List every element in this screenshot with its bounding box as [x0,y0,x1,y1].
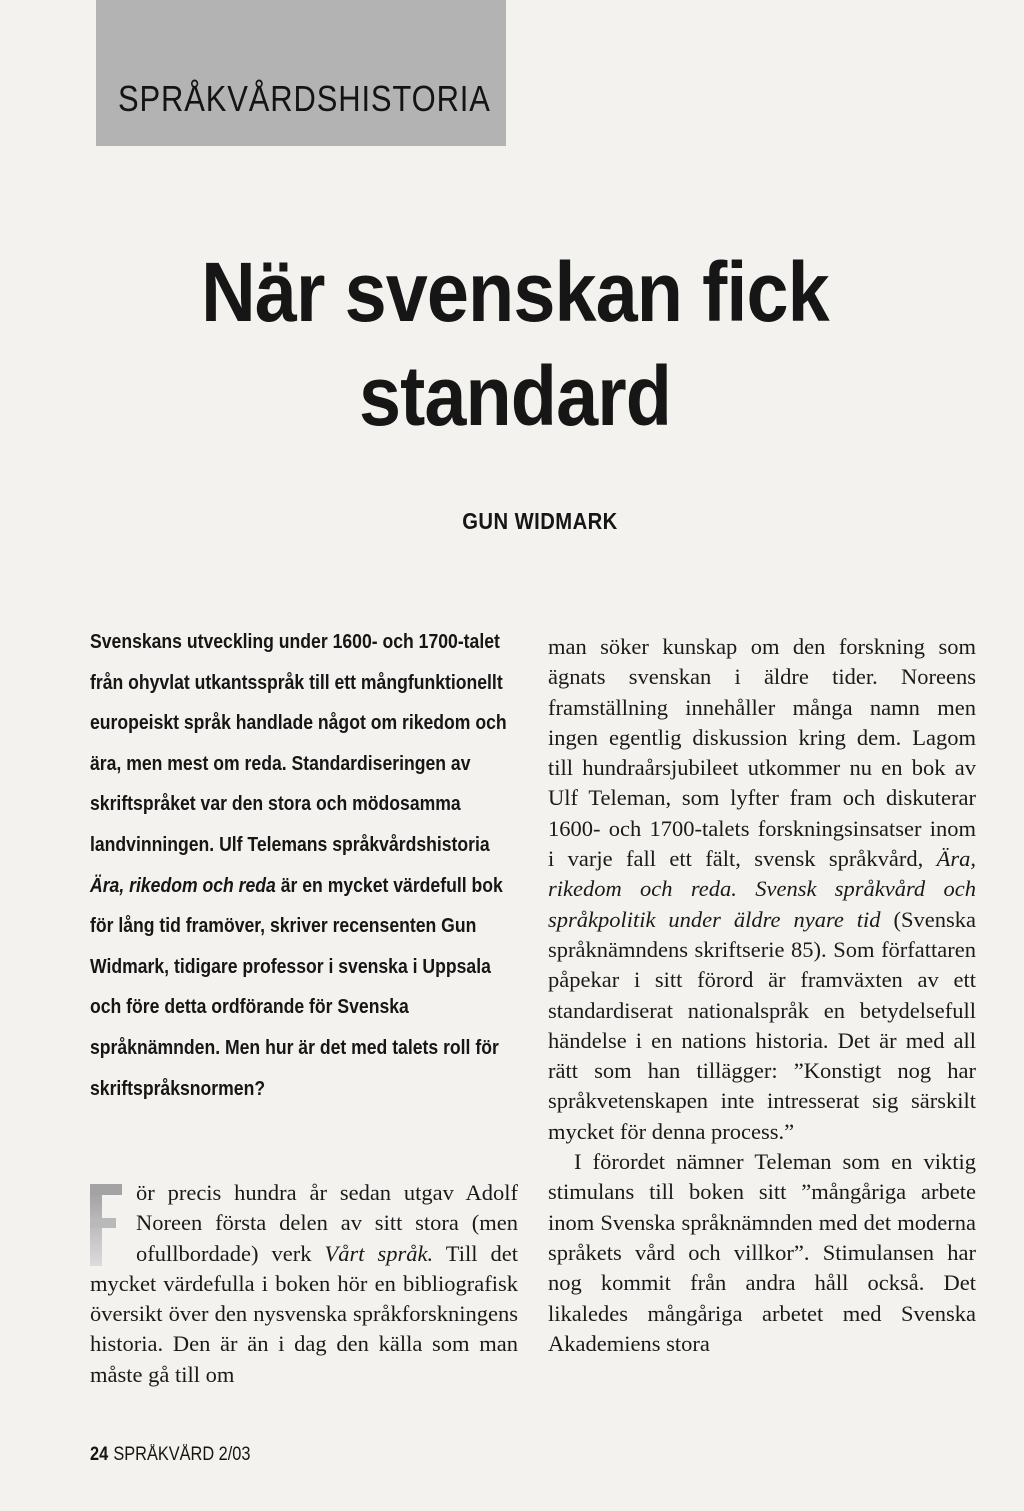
ingress-book-title: Ära, rikedom och reda [90,874,276,897]
article-headline: När svenskan fick standard [201,245,829,443]
publication-name: SPRÅKVÅRD 2/03 [113,1444,251,1465]
section-label-tab [96,0,506,146]
ingress-text-1: Svenskans utveckling under 1600- och 1700-talet från ohyvlat utkantsspråk till ett mångfunktionellt europeiskt språk handlade något om rikedom och ära, men mest om reda. Standardiseringen av skriftspråket var den stora och mödosamma landvinningen. Ulf Telemans språkvårdshistoria [90,631,507,856]
body-text-1: ör precis hundra år sedan utgav Adolf Noreen första delen av sitt stora (men ofullbordade) verk [136,1180,518,1266]
dropcap-f [90,1184,124,1266]
body-column-left [90,1178,518,1390]
section-label: SPRÅKVÅRDSHISTORIA [118,78,491,119]
body-text-3: man söker kunskap om den forskning som ägnats svenskan i äldre tider. Noreens framställning innehåller många namn men ingen egentlig diskussion kring dem. Lagom till hundraårsjubileet utkommer nu en bok av Ulf Teleman, som lyfter fram och diskuterar 1600- och 1700-talets forskningsinsatser inom i varje fall ett fält, svensk språkvård, [548,634,976,872]
body-paragraph-2: I förordet nämner Teleman som en viktig stimulans till boken sitt ”mångåriga arbete inom Svenska språknämnden med det moderna språkets vård och villkor”. Stimulansen har nog kommit från andra håll också. Det likaledes mångåriga arbetet med Svenska Akademiens stora [548,1149,976,1356]
article-ingress [90,622,512,1109]
body-paragraph-continued [548,632,976,1147]
body-paragraph-1 [90,1178,518,1390]
body-text-4: (Svenska språknämndens skriftserie 85). Som författaren påpekar i sitt förord är framväxten av ett standardiserat nationalspråk en betydelsefull händelse i en nations historia. Det är med all rätt som han tillägger: ”Konstigt nog har språkvetenskapen inte intresserat sig särskilt mycket för denna process.” [548,906,976,1144]
body-column-right [548,632,976,1359]
body-book-title: Vårt språk. [324,1240,434,1266]
article-author: GUN WIDMARK [462,508,618,534]
body-text-2: Till det mycket värdefulla i boken hör en bibliografisk översikt över den nysvenska språkforskningens historia. Den är än i dag den källa som man måste gå till om [90,1240,519,1387]
ingress-text-2: är en mycket värdefull bok för lång tid framöver, skriver recensenten Gun Widmark, tidigare professor i svenska i Uppsala och före detta ordförande för Svenska språknämnden. Men hur är det med talets roll för skriftspråksnormen? [90,874,503,1100]
page-footer [90,1444,250,1466]
body-book-full-title: Ära, rikedom och reda. Svensk språkvård och språkpolitik under äldre nyare tid [548,846,976,932]
page-number: 24 [90,1444,109,1465]
